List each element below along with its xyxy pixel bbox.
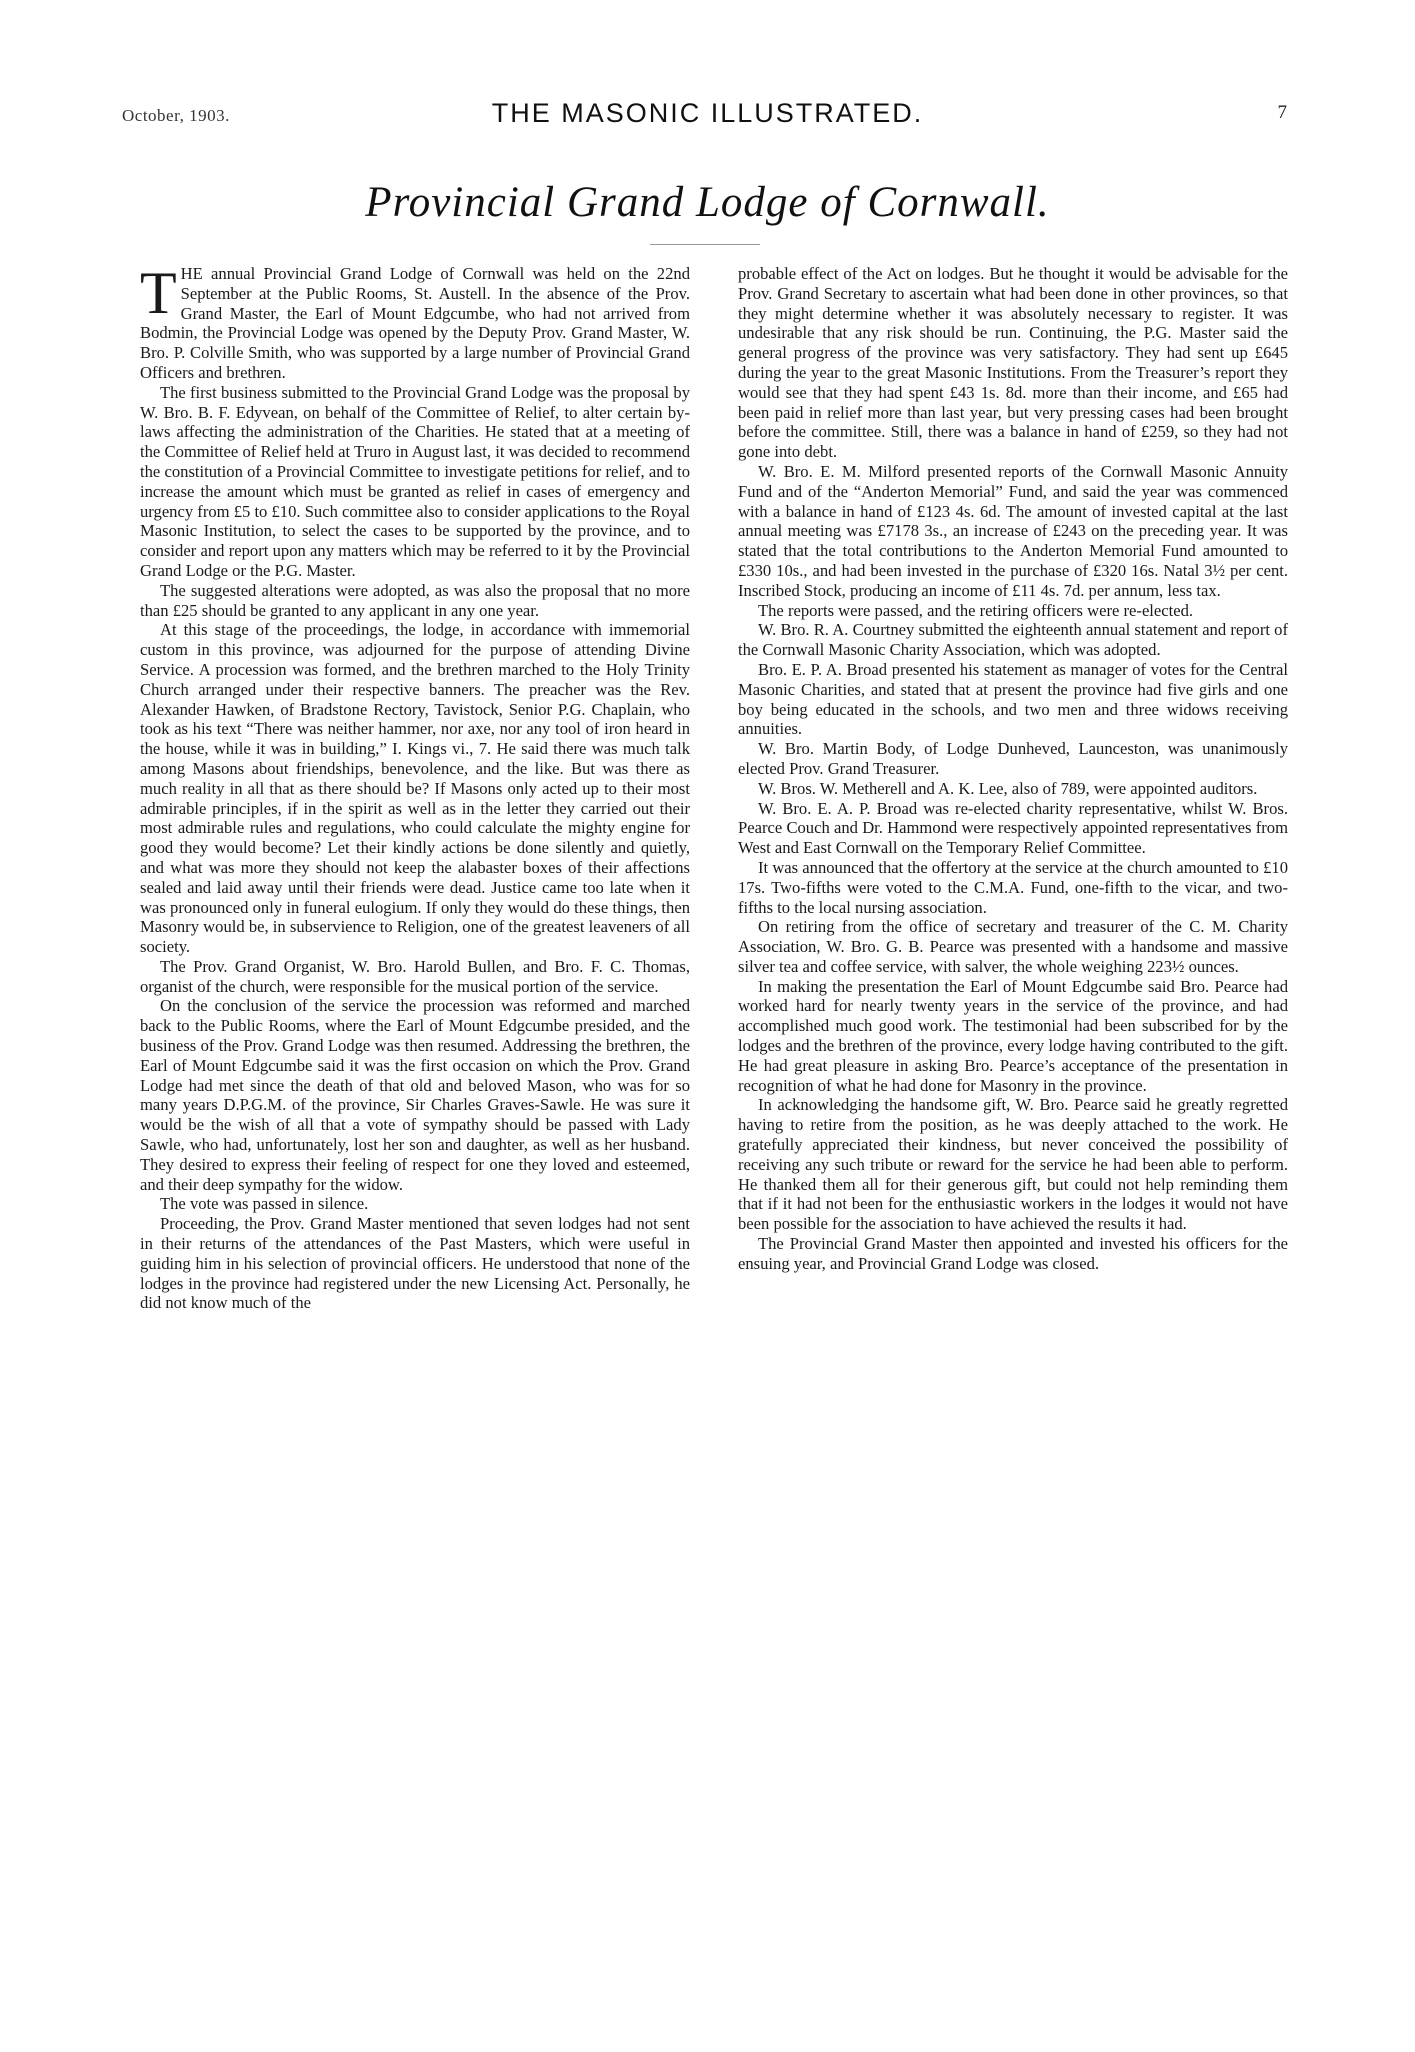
paragraph: The first business submitted to the Provincial Grand Lodge was the proposal by W. Bro. B. F. Edyvean, on behalf of the Committee of Relief, to alter certain by-laws affecting the administration of the Charities. He stated that at a meeting of the Committee of Relief held at Truro in August last, it was decided to recommend the constitution of a Provincial Committee to investigate petitions for relief, and to increase the amount which must be granted as relief in cases of emergency and urgency from £5 to £10. Such committee also to consider applications to the Royal Masonic Institution, to select the cases to be supported by the province, and to consider and report upon any matters which may be referred to it by the Provincial Grand Lodge or the P.G. Master. (140, 382, 690, 580)
paragraph: On retiring from the office of secretary and treasurer of the C. M. Charity Association, W. Bro. G. B. Pearce was presented with a handsome and massive silver tea and coffee service, with salver, the whole weighing 223½ ounces. (738, 917, 1288, 976)
left-column (140, 260, 690, 1313)
page-number: 7 (1277, 102, 1287, 123)
paragraph: The Provincial Grand Master then appointed and invested his officers for the ensuing year, and Provincial Grand Lodge was closed. (738, 1234, 1288, 1273)
paragraph: The Prov. Grand Organist, W. Bro. Harold Bullen, and Bro. F. C. Thomas, organist of the church, were responsible for the musical portion of the service. (140, 956, 690, 996)
issue-date: October, 1903. (122, 106, 230, 125)
paragraph: It was announced that the offertory at the service at the church amounted to £10 17s. Two-fifths were voted to the C.M.A. Fund, one-fifth to the vicar, and two-fifths to the local nursing association. (738, 857, 1288, 917)
paragraph: The reports were passed, and the retiring officers were re-elected. (758, 600, 1194, 620)
paragraph: The vote was passed in silence. (160, 1194, 369, 1214)
paragraph: W. Bro. E. A. P. Broad was re-elected charity representative, whilst W. Bros. Pearce Couch and Dr. Hammond were respectively appointed representatives from West and East Cornwall on the Temporary Relief Committee. (738, 798, 1288, 858)
paragraph: Proceeding, the Prov. Grand Master mentioned that seven lodges had not sent in their returns of the attendances of the Past Masters, which were useful in guiding him in his selection of provincial officers. He understood that none of the lodges in the province had registered under the new Licensing Act. Personally, he did not know much of the (140, 1214, 690, 1313)
right-column (738, 264, 1288, 1274)
paragraph-text: HE annual Provincial Grand Lodge of Cornwall was held on the 22nd September at the Public Rooms, St. Austell. In the absence of the Prov. Grand Master, the Earl of Mount Edgcumbe, who had not arrived from Bodmin, the Provincial Lodge was opened by the Deputy Prov. Grand Master, W. Bro. P. Colville Smith, who was supported by a large number of Provincial Grand Officers and brethren. (140, 264, 690, 382)
publication-title: THE MASONIC ILLUSTRATED. (491, 98, 924, 128)
paragraph: The suggested alterations were adopted, as was also the proposal that no more than £25 should be granted to any applicant in any one year. (140, 580, 690, 620)
title-rule (650, 244, 760, 245)
paragraph: W. Bros. W. Metherell and A. K. Lee, also of 789, were appointed auditors. (758, 778, 1258, 798)
article-title: Provincial Grand Lodge of Cornwall. (365, 179, 1050, 226)
paragraph: At this stage of the proceedings, the lodge, in accordance with immemorial custom in this province, was adjourned for the purpose of attending Divine Service. A procession was formed, and the brethren marched to the Holy Trinity Church arranged under their respective banners. The preacher was the Rev. Alexander Hawken, of Bradstone Rectory, Tavistock, Senior P.G. Chaplain, who took as his text “There was neither hammer, nor axe, nor any tool of iron heard in the house, while it was in building,” I. Kings vi., 7. He said there was much talk among Masons about friendships, benevolence, and the like. But was there as much reality in all that as there should be? If Masons only acted up to their most admirable principles, if in the spirit as well as in the letter they carried out their most admirable rules and regulations, who could calculate the mighty engine for good they would become? Let their kindly actions be done silently and quietly, and what was more they should not keep the alabaster boxes of their affections sealed and laid away until their friends were dead. Justice came too late when it was pronounced only in funeral eulogium. If only they would do these things, then Masonry would be, in subservience to Religion, one of the greatest leaveners of all society. (140, 620, 690, 957)
paragraph: W. Bro. Martin Body, of Lodge Dunheved, Launceston, was unanimously elected Prov. Grand Treasurer. (738, 739, 1288, 778)
paragraph: probable effect of the Act on lodges. But he thought it would be advisable for the Prov. Grand Secretary to ascertain what had been done in other provinces, so that they might determine whether it was absolutely necessary to register. It was undesirable that any risk should be run. Continuing, the P.G. Master said the general progress of the province was very satisfactory. They had sent up £645 during the year to the great Masonic Institutions. From the Treasurer’s report they would see that they had spent £43 1s. 8d. more than their income, and £65 had been paid in relief more than last year, but very pressing cases had been brought before the committee. Still, there was a balance in hand of £259, so they had not gone into debt. (738, 264, 1288, 462)
paragraph: Bro. E. P. A. Broad presented his statement as manager of votes for the Central Masonic Charities, and stated that at present the province had five girls and one boy being educated in the schools, and two men and three widows receiving annuities. (738, 659, 1288, 739)
running-head (0, 98, 1415, 138)
paragraph: W. Bro. E. M. Milford presented reports of the Cornwall Masonic Annuity Fund and of the “Anderton Memorial” Fund, and said the year was commenced with a balance in hand of £123 4s. 6d. The amount of invested capital at the last annual meeting was £7178 3s., an increase of £243 on the preceding year. It was stated that the total contributions to the Anderton Memorial Fund amounted to £330 10s., and had been invested in the purchase of £320 16s. Natal 3½ per cent. Inscribed Stock, producing an income of £11 4s. 7d. per annum, less tax. (738, 461, 1288, 600)
drop-cap: T (140, 260, 177, 326)
paragraph (140, 260, 690, 383)
paragraph: On the conclusion of the service the procession was reformed and marched back to the Public Rooms, where the Earl of Mount Edgcumbe presided, and the business of the Prov. Grand Lodge was then resumed. Addressing the brethren, the Earl of Mount Edgcumbe said it was the first occasion on which the Prov. Grand Lodge had met since the death of that old and beloved Mason, who was for so many years D.P.G.M. of the province, Sir Charles Graves-Sawle. He was sure it would be the wish of all that a vote of sympathy should be passed with Lady Sawle, who had, unfortunately, lost her son and daughter, as well as her husband. They desired to express their feeling of respect for one they loved and esteemed, and their deep sympathy for the widow. (140, 996, 690, 1194)
paragraph: W. Bro. R. A. Courtney submitted the eighteenth annual statement and report of the Cornwall Masonic Charity Association, which was adopted. (738, 620, 1288, 660)
paragraph: In acknowledging the handsome gift, W. Bro. Pearce said he greatly regretted having to retire from the position, as he was deeply attached to the work. He gratefully appreciated their kindness, but never conceived the possibility of receiving any such tribute or reward for the service he had been able to perform. He thanked them all for their generous gift, but could not help reminding them that if it had not been for the enthusiastic workers in the lodges it would not have been possible for the association to have achieved the results it had. (738, 1095, 1288, 1234)
paragraph: In making the presentation the Earl of Mount Edgcumbe said Bro. Pearce had worked hard for nearly twenty years in the service of the province, and had accomplished much good work. The testimonial had been subscribed for by the lodges and the brethren of the province, every lodge having contributed to the gift. He had great pleasure in asking Bro. Pearce’s acceptance of the presentation in recognition of what he had done for Masonry in the province. (738, 976, 1288, 1095)
